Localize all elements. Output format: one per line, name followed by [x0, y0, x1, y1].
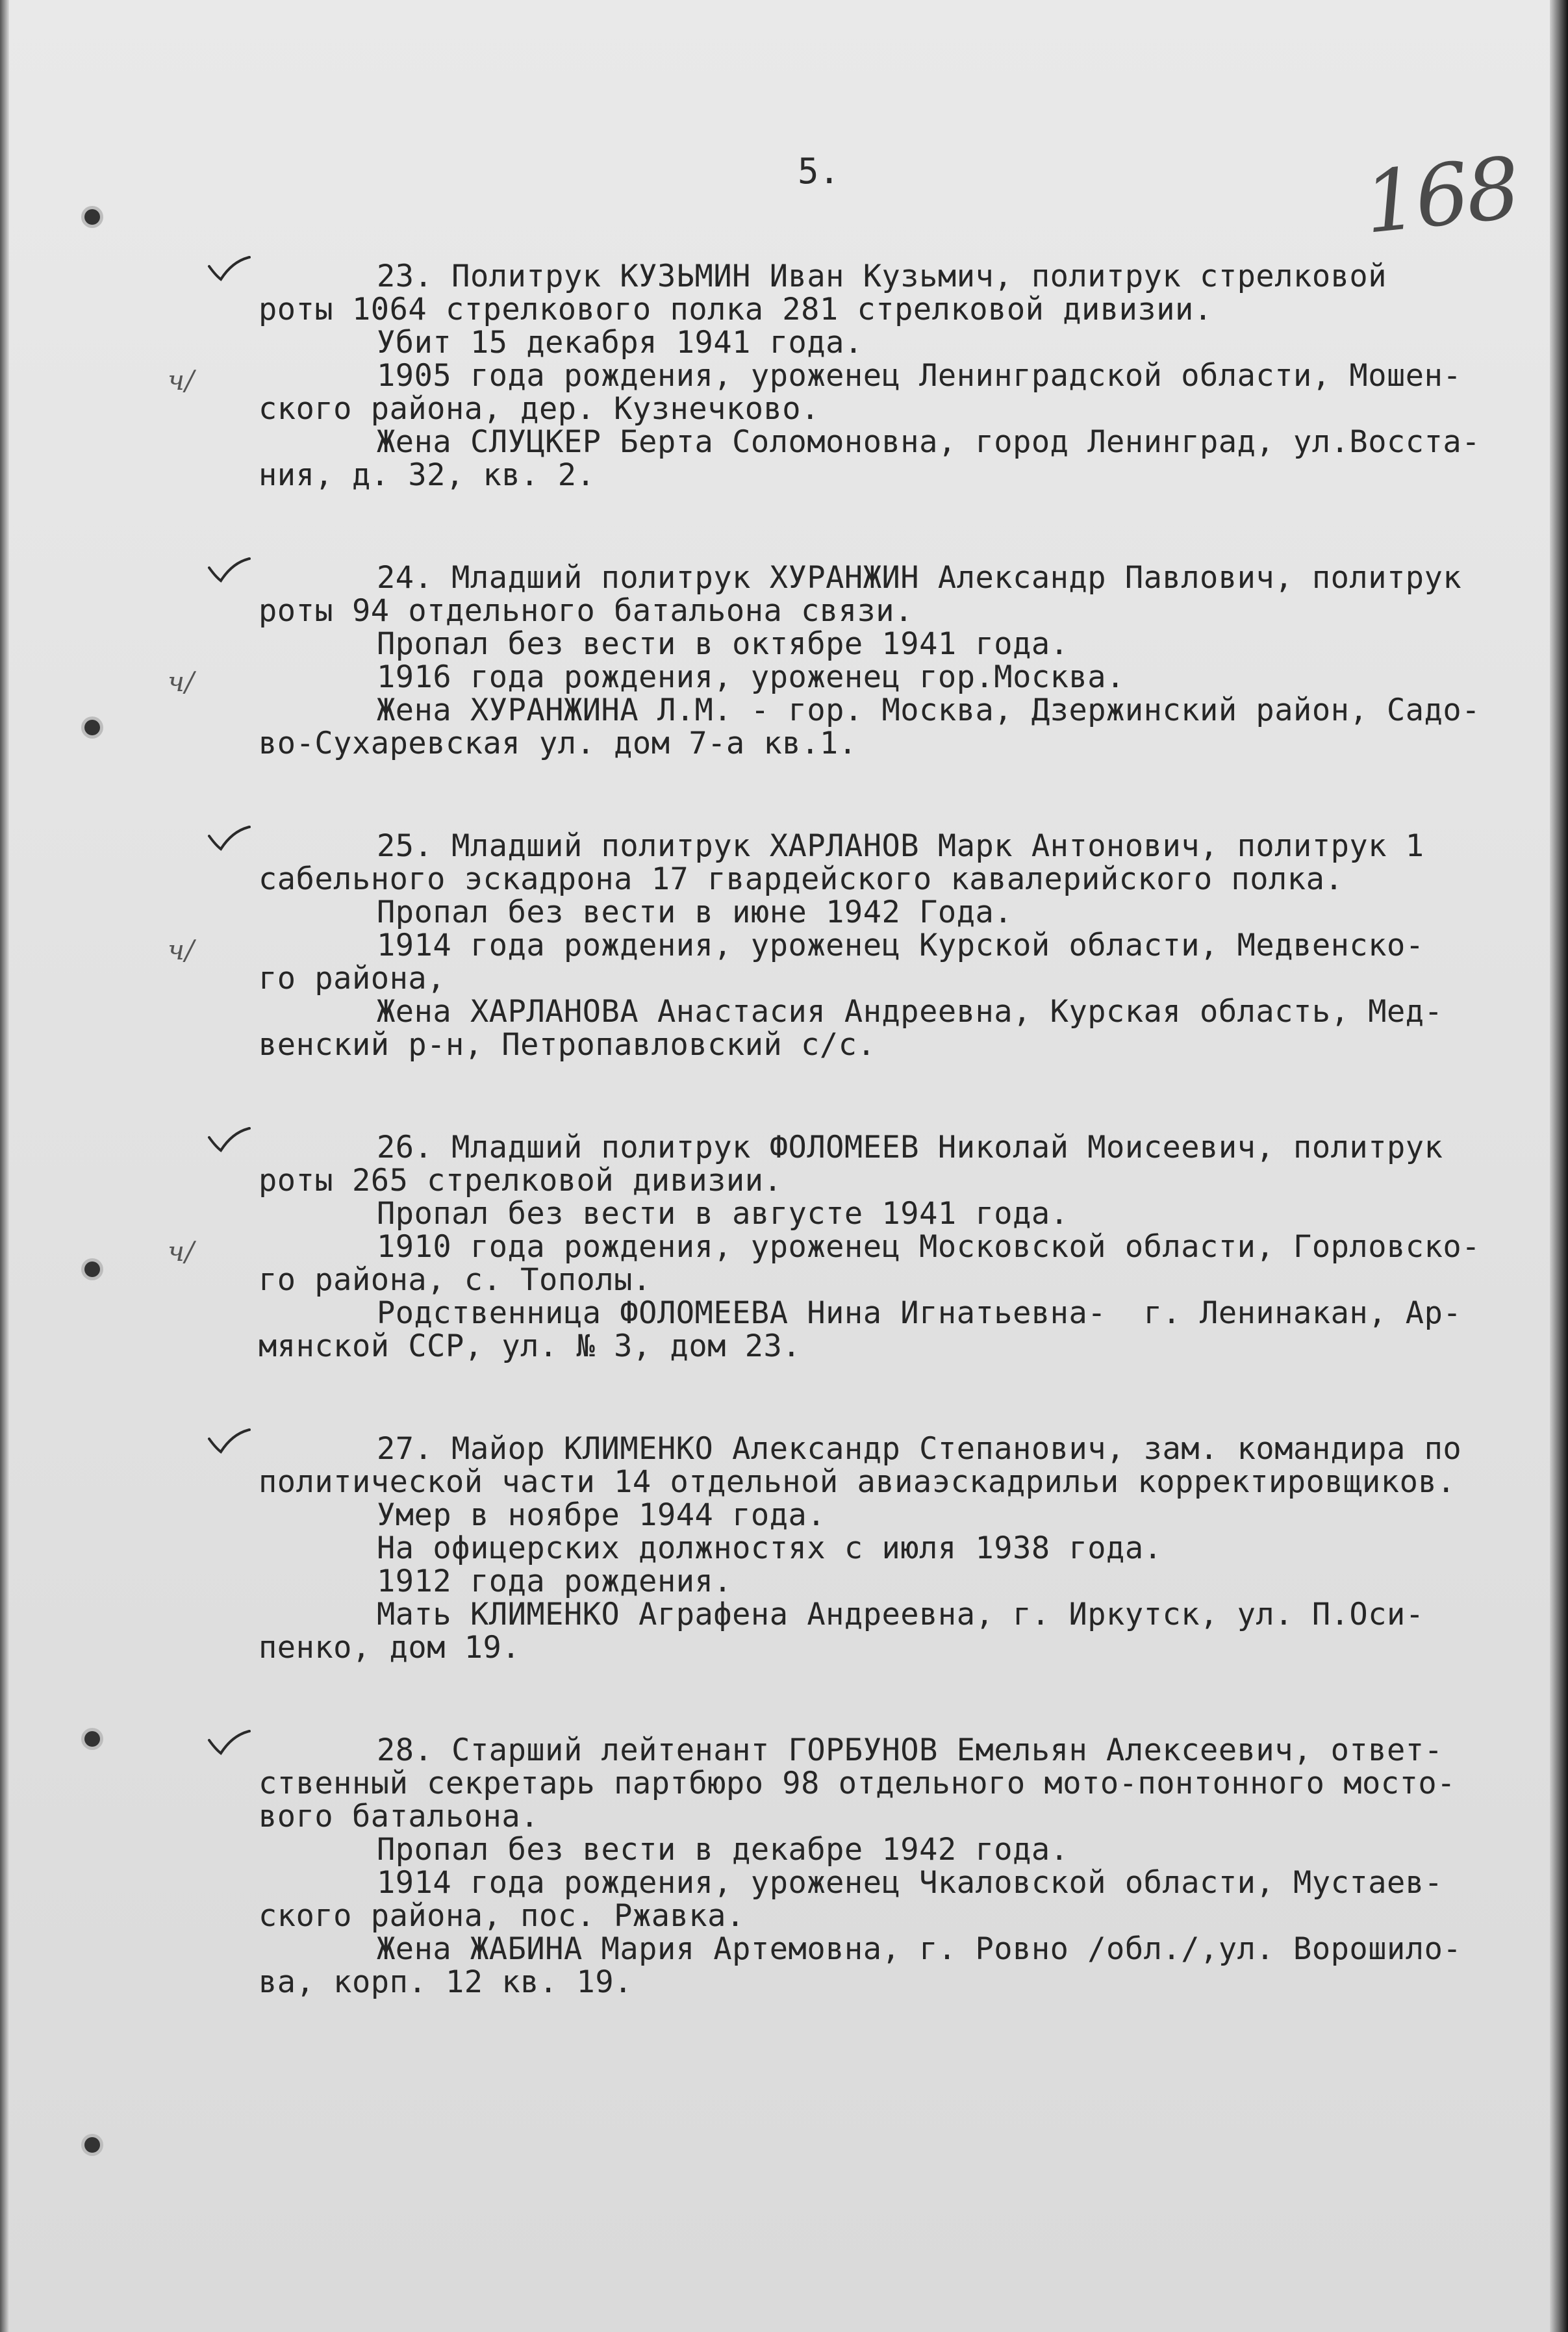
entry-line: 24. Младший политрук ХУРАНЖИН Александр Павлович, политрук: [377, 560, 1462, 596]
entry-line: 1914 года рождения, уроженец Курской области, Медвенско-: [377, 928, 1424, 963]
entry-line: 27. Майор КЛИМЕНКО Александр Степанович, зам. командира по: [377, 1431, 1462, 1467]
checkmark-icon: [207, 253, 252, 286]
entry-line: ственный секретарь партбюро 98 отдельного мото-понтонного мосто-: [259, 1766, 1456, 1801]
entry-line: Умер в ноябре 1944 года.: [377, 1497, 826, 1533]
entry-line: сабельного эскадрона 17 гвардейского кавалерийского полка.: [259, 861, 1344, 897]
scan-edge-right: [1550, 0, 1568, 2332]
entry-line: во-Сухаревская ул. дом 7-а кв.1.: [259, 726, 857, 761]
entry-line: 23. Политрук КУЗЬМИН Иван Кузьмич, политрук стрелковой: [377, 259, 1387, 294]
entry-line: ва, корп. 12 кв. 19.: [259, 1964, 633, 2000]
entry-line: венский р-н, Петропавловский с/с.: [259, 1027, 876, 1063]
entry-line: ского района, дер. Кузнечково.: [259, 391, 820, 427]
binding-hole: [84, 1731, 100, 1747]
margin-mark: ч/: [168, 364, 195, 396]
entry-line: Родственница ФОЛОМЕЕВА Нина Игнатьевна- г. Ленинакан, Ар-: [377, 1295, 1462, 1331]
entry-line: роты 265 стрелковой дивизии.: [259, 1163, 783, 1198]
checkmark-icon: [207, 823, 252, 855]
checkmark-icon: [207, 555, 252, 587]
entry-line: политической части 14 отдельной авиаэскадрильи корректировщиков.: [259, 1464, 1456, 1500]
entry-line: Мать КЛИМЕНКО Аграфена Андреевна, г. Иркутск, ул. П.Оси-: [377, 1597, 1424, 1632]
entry-line: Жена ХАРЛАНОВА Анастасия Андреевна, Курская область, Мед-: [377, 994, 1443, 1030]
entry-line: пенко, дом 19.: [259, 1630, 521, 1666]
entry-line: Жена СЛУЦКЕР Берта Соломоновна, город Ленинград, ул.Восста-: [377, 424, 1480, 460]
checkmark-icon: [207, 1426, 252, 1458]
entry-line: Жена ХУРАНЖИНА Л.М. - гор. Москва, Дзержинский район, Садо-: [377, 692, 1480, 728]
entry-line: роты 1064 стрелкового полка 281 стрелковой дивизии.: [259, 292, 1213, 327]
page-number: 5.: [798, 151, 841, 192]
entry-line: вого батальона.: [259, 1799, 539, 1834]
entry-line: Пропал без вести в августе 1941 года.: [377, 1196, 1069, 1232]
entry-line: 1905 года рождения, уроженец Ленинградской области, Мошен-: [377, 358, 1462, 394]
entry-item: [259, 1432, 1545, 1664]
entry-line: 28. Старший лейтенант ГОРБУНОВ Емельян Алексеевич, ответ-: [377, 1732, 1443, 1768]
entry-line: Пропал без вести в декабре 1942 года.: [377, 1832, 1069, 1868]
entries-list: [168, 259, 1545, 2068]
binding-hole: [84, 1261, 100, 1277]
entry-line: 25. Младший политрук ХАРЛАНОВ Марк Антонович, политрук 1: [377, 828, 1424, 864]
entry-line: ского района, пос. Ржавка.: [259, 1898, 745, 1934]
entry-line: 1910 года рождения, уроженец Московской области, Горловско-: [377, 1229, 1480, 1265]
entry-line: Жена ЖАБИНА Мария Артемовна, г. Ровно /обл./,ул. Ворошило-: [377, 1931, 1462, 1967]
checkmark-icon: [207, 1124, 252, 1157]
entry-line: роты 94 отдельного батальона связи.: [259, 593, 913, 629]
entry-item: [168, 259, 1545, 493]
binding-hole: [84, 209, 100, 225]
binding-hole: [84, 720, 100, 735]
entry-item: [259, 1734, 1545, 1999]
entry-line: Пропал без вести в октябре 1941 года.: [377, 626, 1069, 662]
archive-folio-number: 168: [1359, 138, 1523, 253]
entry-line: На офицерских должностях с июля 1938 года.: [377, 1530, 1163, 1566]
entry-item: [168, 560, 1545, 761]
entry-line: ния, д. 32, кв. 2.: [259, 457, 596, 493]
entry-line: 1912 года рождения.: [377, 1564, 733, 1599]
binding-hole: [84, 2137, 100, 2153]
margin-mark: ч/: [168, 934, 195, 966]
entry-line: 1916 года рождения, уроженец гор.Москва.: [377, 659, 1125, 695]
scan-edge-left: [0, 0, 9, 2332]
entry-item: [168, 1130, 1545, 1364]
entry-item: [168, 828, 1545, 1063]
entry-line: го района,: [259, 961, 446, 996]
entry-line: мянской ССР, ул. № 3, дом 23.: [259, 1328, 802, 1364]
checkmark-icon: [207, 1727, 252, 1760]
entry-line: Пропал без вести в июне 1942 Года.: [377, 894, 1013, 930]
margin-mark: ч/: [168, 1236, 195, 1267]
margin-mark: ч/: [168, 666, 195, 698]
entry-line: 26. Младший политрук ФОЛОМЕЕВ Николай Моисеевич, политрук: [377, 1130, 1443, 1165]
entry-line: 1914 года рождения, уроженец Чкаловской области, Мустаев-: [377, 1865, 1443, 1901]
entry-line: го района, с. Тополы.: [259, 1262, 651, 1298]
entry-line: Убит 15 декабря 1941 года.: [377, 325, 863, 361]
